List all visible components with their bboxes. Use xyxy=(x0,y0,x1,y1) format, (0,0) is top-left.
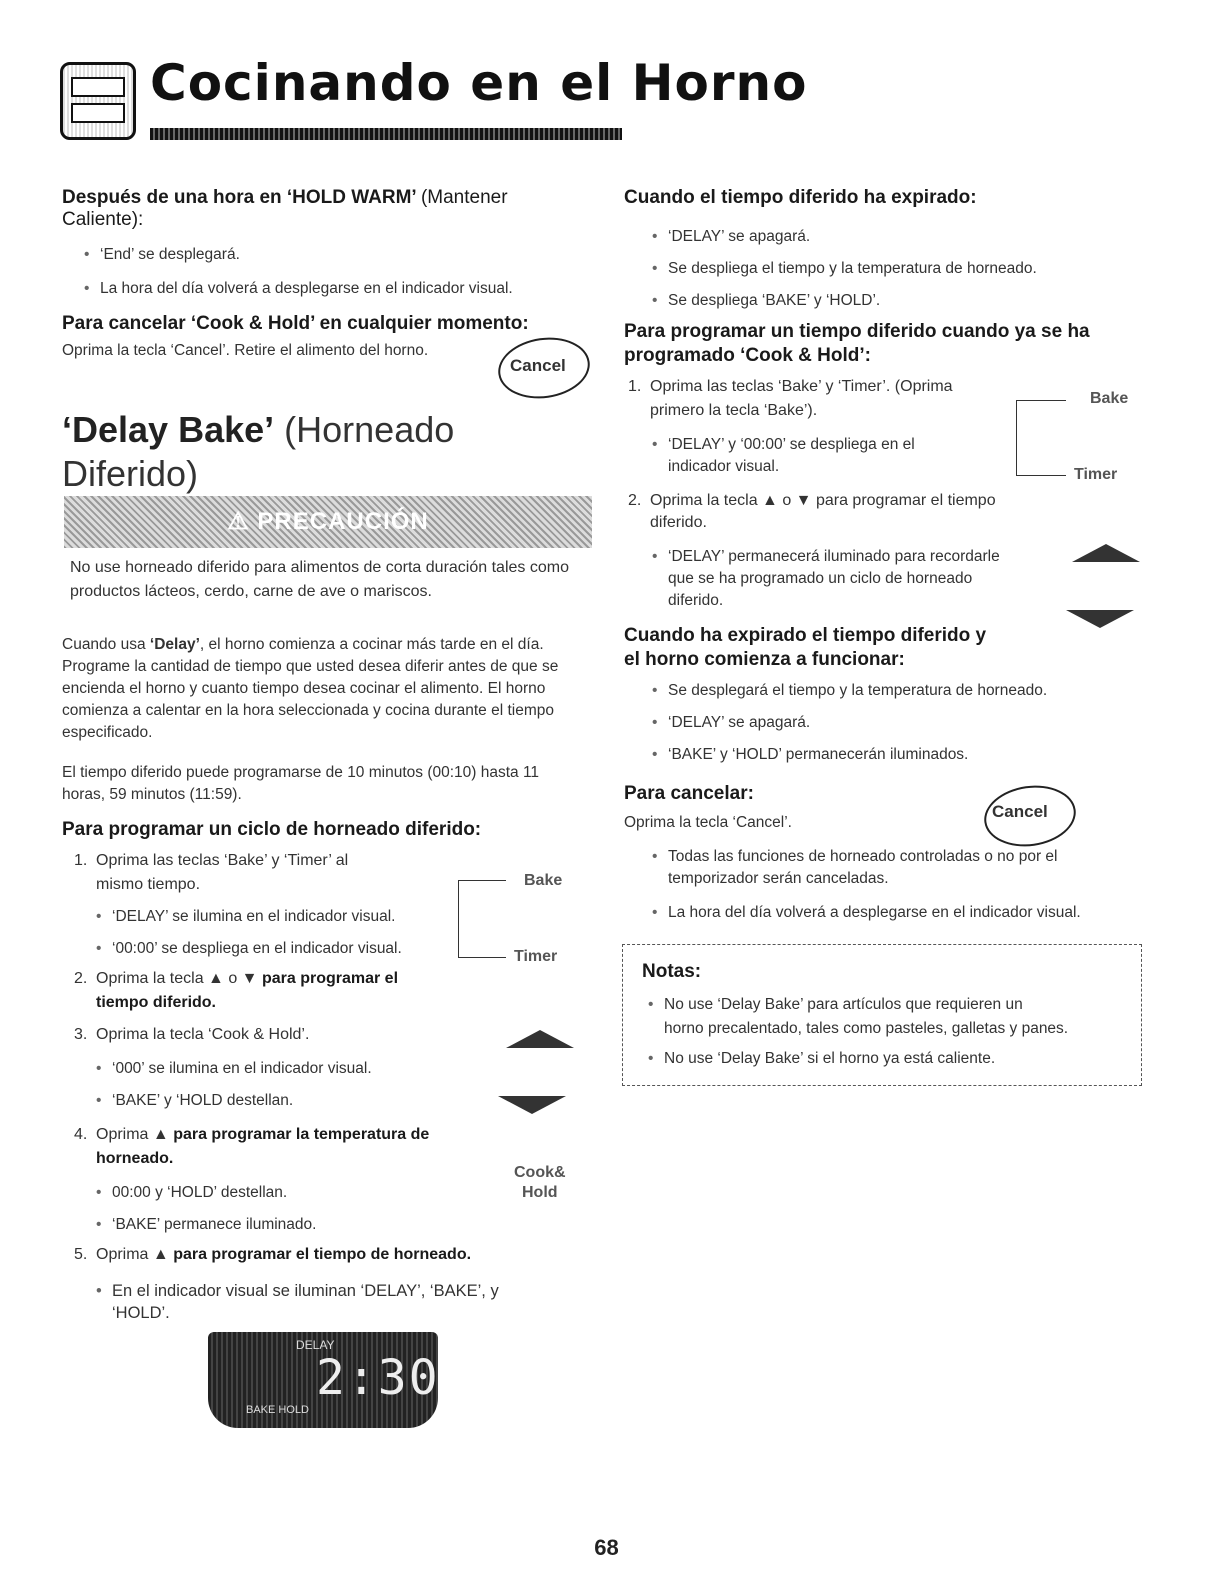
cook-key-label: Cook& xyxy=(514,1164,566,1181)
list-item: • ‘DELAY’ y ‘00:00’ se despliega en el xyxy=(668,434,915,456)
after-hold-heading: Después de una hora en ‘HOLD WARM’ (Mantener xyxy=(62,187,508,208)
display-bake-hold-label: BAKE HOLD xyxy=(246,1404,309,1416)
program-with-heading: Para programar un tiempo diferido cuando ya se ha xyxy=(624,321,1090,342)
page-title: Cocinando en el Horno xyxy=(150,54,808,112)
timer-key-label: Timer xyxy=(1074,466,1118,483)
list-item: • ‘00:00’ se despliega en el indicador visual. xyxy=(112,938,402,960)
step-4-cont: horneado. xyxy=(96,1150,174,1167)
program-with-heading-2: programado ‘Cook & Hold’: xyxy=(624,345,871,366)
list-item: • No use ‘Delay Bake’ si el horno ya está caliente. xyxy=(664,1048,995,1070)
step-5: 5. Oprima ▲ para programar el tiempo de horneado. xyxy=(74,1246,472,1263)
step-2: 2. Oprima la tecla ▲ o ▼ para programar el xyxy=(74,970,399,987)
caution-text: No use horneado diferido para alimentos de corta duración tales como productos lácteos, cerdo, carne de ave o mariscos. xyxy=(70,559,569,600)
title-underline xyxy=(150,128,622,140)
down-arrow-key-icon xyxy=(1066,610,1134,628)
step-1-cont: mismo tiempo. xyxy=(96,876,201,893)
up-arrow-key-icon xyxy=(1072,544,1140,562)
list-item: • ‘BAKE’ y ‘HOLD destellan. xyxy=(112,1090,293,1112)
list-item: • ‘BAKE’ y ‘HOLD’ permanecerán iluminados. xyxy=(668,744,968,766)
cancel-cook-hold-heading: Para cancelar ‘Cook & Hold’ en cualquier momento: xyxy=(62,313,529,334)
list-item: • No use ‘Delay Bake’ para artículos que requieren un xyxy=(664,994,1023,1016)
expired-heading: Cuando el tiempo diferido ha expirado: xyxy=(624,187,977,208)
r-step-1-cont: primero la tecla ‘Bake’). xyxy=(650,402,818,419)
step-3: 3. Oprima la tecla ‘Cook & Hold’. xyxy=(74,1026,310,1043)
step-2-cont: tiempo diferido. xyxy=(96,994,216,1011)
r-step-2: Oprima la tecla ▲ o ▼ para programar el tiempo xyxy=(650,492,996,509)
delay-range-text: El tiempo diferido puede programarse de 10 minutos (00:10) hasta 11 horas, 59 minutos (11:59). xyxy=(62,764,540,803)
list-item: • ‘DELAY’ se apagará. xyxy=(668,712,810,734)
list-item: • ‘DELAY’ permanecerá iluminado para recordarle xyxy=(668,546,1000,568)
delay-bake-title: ‘Delay Bake’ (Horneado Diferido) xyxy=(62,409,455,494)
display-delay-label: DELAY xyxy=(296,1338,335,1352)
oven-icon xyxy=(60,62,136,140)
list-item-cont: horno precalentado, tales como pasteles, galletas y panes. xyxy=(664,1020,1069,1037)
list-item: • Se despliega el tiempo y la temperatura de horneado. xyxy=(668,258,1037,280)
cancel-text: Oprima la tecla ‘Cancel’. xyxy=(624,814,792,831)
up-arrow-key-icon xyxy=(506,1030,574,1048)
list-item: • En el indicador visual se iluminan ‘DELAY’, ‘BAKE’, y xyxy=(112,1280,499,1302)
list-item: • ‘DELAY’ se apagará. xyxy=(668,226,810,248)
oven-starts-heading: Cuando ha expirado el tiempo diferido y xyxy=(624,625,987,646)
list-item-cont: que se ha programado un ciclo de horneado xyxy=(668,570,973,587)
after-hold-heading-line2: Caliente): xyxy=(62,209,144,230)
r-step-2-cont: diferido. xyxy=(650,514,707,531)
key-bracket xyxy=(458,880,506,958)
r-step-1: 1. Oprima las teclas ‘Bake’ y ‘Timer’. (Oprima xyxy=(628,378,953,395)
caution-title: ⚠ PRECAUCIÓN xyxy=(227,508,429,535)
list-item: • ‘End’ se desplegará. xyxy=(100,244,240,266)
list-item: • Se desplegará el tiempo y la temperatura de horneado. xyxy=(668,680,1047,702)
list-item: • Se despliega ‘BAKE’ y ‘HOLD’. xyxy=(668,290,880,312)
step-1: 1. Oprima las teclas ‘Bake’ y ‘Timer’ al xyxy=(74,852,349,869)
bake-key-label: Bake xyxy=(524,872,563,889)
down-arrow-key-icon xyxy=(498,1096,566,1114)
program-delay-heading: Para programar un ciclo de horneado diferido: xyxy=(62,819,482,840)
list-item: • Todas las funciones de horneado controladas o no por el xyxy=(668,846,1058,868)
bake-key-label: Bake xyxy=(1090,390,1129,407)
cancel-cook-hold-text: Oprima la tecla ‘Cancel’. Retire el alimento del horno. xyxy=(62,342,429,359)
page-number: 68 xyxy=(594,1535,619,1560)
list-item-cont: temporizador serán canceladas. xyxy=(668,870,889,887)
display-time: 2:30 xyxy=(316,1350,440,1406)
notes-title: Notas: xyxy=(642,961,702,982)
list-item: • ‘000’ se ilumina en el indicador visual. xyxy=(112,1058,372,1080)
delay-intro: Cuando usa ‘Delay’, el horno comienza a cocinar más tarde en el día. Programe la cantidad de tiempo que usted desea diferir antes de que se encienda el horno y cuanto tiempo desea cocinar el alimento. El horno comienza a calentar en la hora seleccionada y cocina durante el tiempo especificado. xyxy=(62,636,559,741)
key-bracket xyxy=(1016,400,1066,476)
oven-starts-heading-2: el horno comienza a funcionar: xyxy=(624,649,905,670)
cancel-key-label: Cancel xyxy=(992,802,1048,821)
timer-key-label: Timer xyxy=(514,948,558,965)
step-4: 4. Oprima ▲ para programar la temperatura de xyxy=(74,1126,430,1143)
warning-icon: ⚠ xyxy=(227,508,258,535)
cancel-key-label: Cancel xyxy=(510,356,566,375)
cancel-heading: Para cancelar: xyxy=(624,783,754,804)
list-item-cont: indicador visual. xyxy=(668,458,780,475)
list-item-cont: ‘HOLD’. xyxy=(112,1304,170,1322)
list-item: • La hora del día volverá a desplegarse en el indicador visual. xyxy=(668,902,1081,924)
list-item: • ‘BAKE’ permanece iluminado. xyxy=(112,1214,316,1236)
list-item-cont: diferido. xyxy=(668,592,724,609)
list-item: • La hora del día volverá a desplegarse en el indicador visual. xyxy=(100,278,513,300)
list-item: • 00:00 y ‘HOLD’ destellan. xyxy=(112,1182,287,1204)
hold-key-label: Hold xyxy=(522,1184,558,1201)
list-item: • ‘DELAY’ se ilumina en el indicador visual. xyxy=(112,906,395,928)
